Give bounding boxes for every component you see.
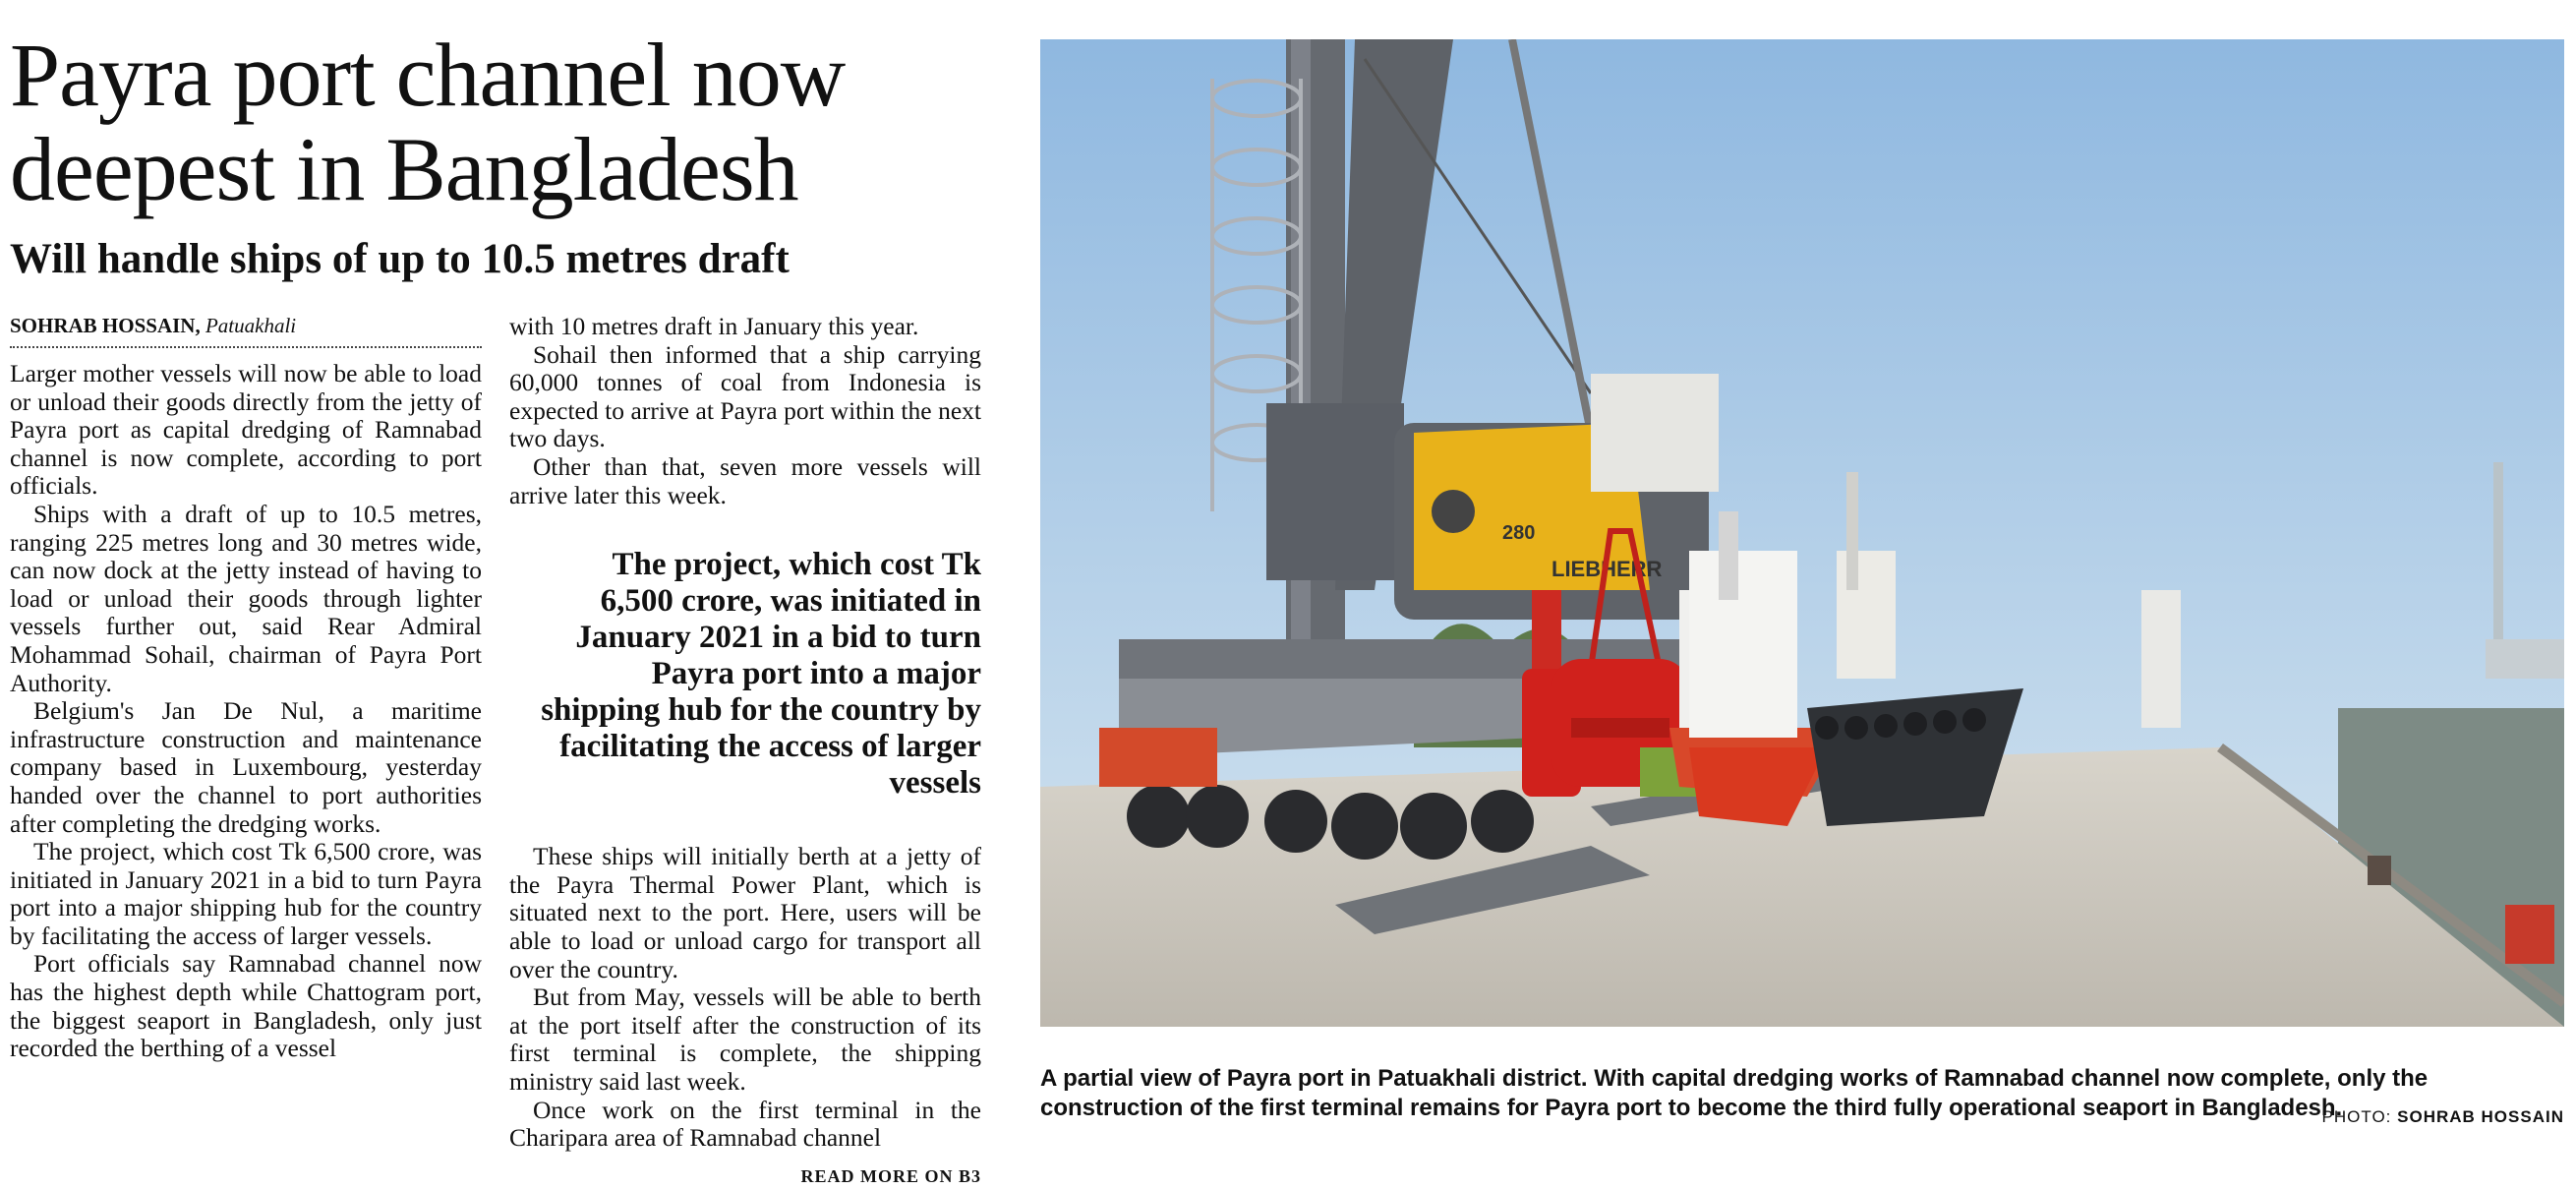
paragraph: Belgium's Jan De Nul, a maritime infrastructure construction and maintenance company based in Luxembourg, yesterday handed over the channel to port authorities after completing the dredging works. [10,696,482,838]
paragraph: Port officials say Ramnabad channel now has the highest depth while Chattogram port, the biggest seaport in Bangladesh, only just recorded the berthing of a vessel [10,949,482,1063]
crane-number: 280 [1502,522,1536,544]
photo-caption: A partial view of Payra port in Patuakhali district. With capital dredging works of Ramnabad channel now complete, only the construction of the first terminal remains for Payra port to become the third fully operational seaport in Bangladesh. [1040,1065,2429,1121]
paragraph: Ships with a draft of up to 10.5 metres, ranging 225 metres long and 30 metres wide, can now dock at the jetty instead of having to load or unload their goods through lighter vessels further out, said Rear Admiral Mohammad Sohail, chairman of Payra Port Authority. [10,499,482,697]
headline: Payra port channel now deepest in Bangladesh [10,25,846,219]
crane-brand-text: LIEBHERR [1551,557,1663,581]
read-more-link[interactable]: READ MORE ON B3 [800,1165,981,1186]
paragraph: Sohail then informed that a ship carrying 60,000 tonnes of coal from Indonesia is expected to arrive at Payra port within the next two days. [509,339,981,453]
photo-credit-name: SOHRAB HOSSAIN [2397,1107,2564,1126]
paragraph: Once work on the first terminal in the Charipara area of Ramnabad channel [509,1095,981,1153]
pull-quote: The project, which cost Tk 6,500 crore, was initiated in January 2021 in a bid to turn Payra port into a major shipping hub for the country by facilitating the access of larger vessels [541,547,981,802]
byline-author: SOHRAB HOSSAIN, [10,314,201,337]
paragraph: But from May, vessels will be able to berth at the port itself after the construction of its first terminal is complete, the shipping ministry said last week. [509,982,981,1096]
article-column-2 [509,313,981,1190]
byline [10,313,482,348]
photo-credit [2322,1107,2564,1127]
paragraph: with 10 metres draft in January this year. [509,312,919,340]
byline-location: Patuakhali [205,314,297,337]
paragraph: Other than that, seven more vessels will arrive later this week. [509,451,981,509]
paragraph: These ships will initially berth at a jetty of the Payra Thermal Power Plant, which is situated next to the port. Here, users will be able to load or unload cargo for transport all over the country. [509,842,981,983]
photo-credit-label: PHOTO: [2321,1107,2392,1126]
port-photo [1040,39,2564,1027]
paragraph: The project, which cost Tk 6,500 crore, was initiated in January 2021 in a bid to turn Payra port into a major shipping hub for the country by facilitating the access of larger vessels. [10,837,482,950]
subheadline: Will handle ships of up to 10.5 metres draft [10,236,790,282]
paragraph: Larger mother vessels will now be able to load or unload their goods directly from the jetty of Payra port as capital dredging of Ramnabad channel is now complete, according to port officials. [10,359,482,501]
article-column-1 [10,313,482,1063]
